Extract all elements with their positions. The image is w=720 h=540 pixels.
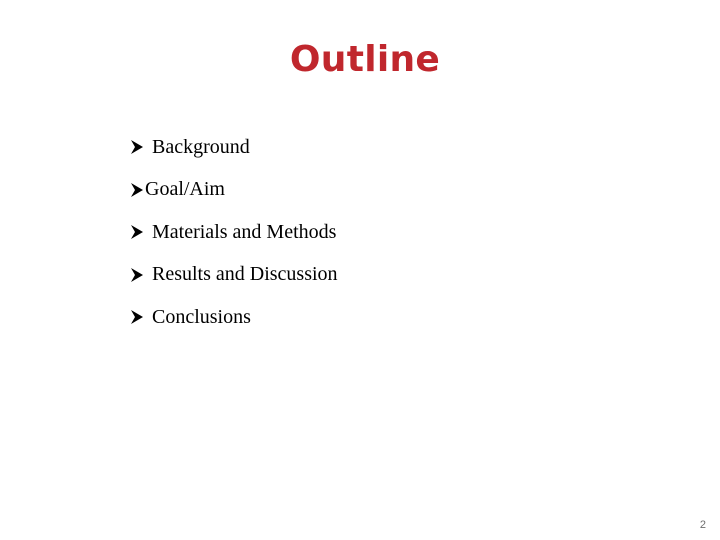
arrow-bullet-icon: [130, 267, 144, 283]
page-number: 2: [699, 519, 706, 531]
list-item: [130, 126, 338, 169]
list-item: [130, 211, 338, 254]
list-item-label: Background: [152, 135, 250, 158]
list-item-label: Conclusions: [152, 305, 251, 328]
list-item-label: Goal/Aim: [145, 178, 225, 201]
list-item: [130, 169, 338, 212]
arrow-bullet-icon: [130, 224, 144, 240]
arrow-bullet-icon: [130, 139, 144, 155]
list-item-label: Results and Discussion: [152, 263, 338, 286]
list-item-label: Materials and Methods: [152, 220, 337, 243]
list-item: [130, 296, 338, 339]
list-item: [130, 254, 338, 297]
outline-list: [130, 126, 338, 339]
arrow-bullet-icon: [130, 182, 144, 198]
slide-title: Outline: [289, 39, 441, 80]
arrow-bullet-icon: [130, 309, 144, 325]
